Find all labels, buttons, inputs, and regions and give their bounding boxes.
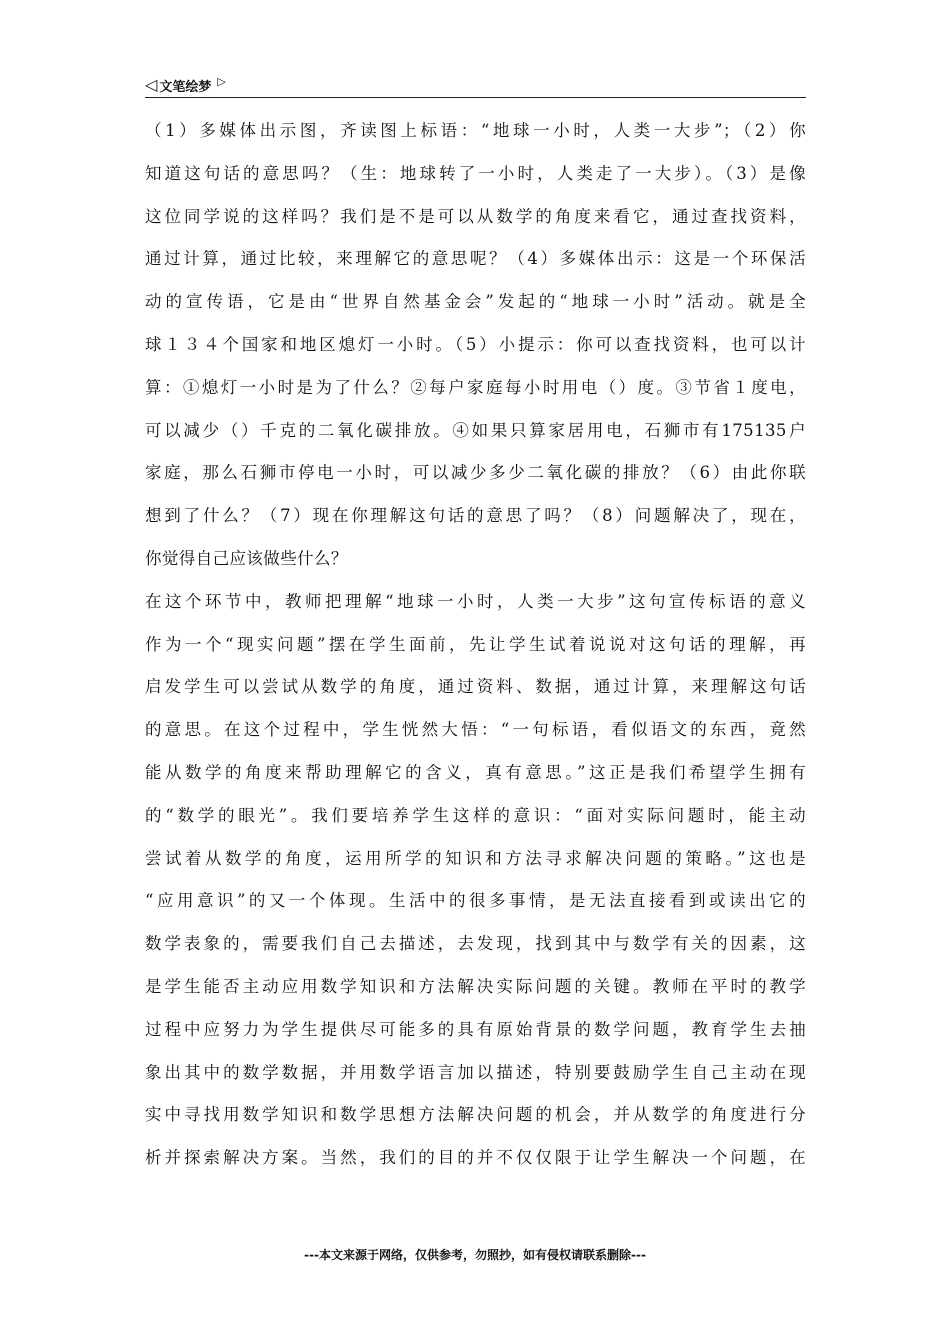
paragraph-2 bbox=[145, 581, 806, 1180]
text-line: 的意思。在这个过程中，学生恍然大悟：“一句标语，看似语文的东西，竟然 bbox=[145, 720, 806, 740]
header-title: 文笔绘梦 bbox=[159, 79, 212, 95]
text-line: “应用意识”的又一个体现。生活中的很多事情，是无法直接看到或读出它的 bbox=[145, 891, 806, 911]
text-line: 是学生能否主动应用数学知识和方法解决实际问题的关键。教师在平时的教学 bbox=[145, 976, 806, 996]
text-line: 算：①熄灯一小时是为了什么？②每户家庭每小时用电（）度。③节省１度电， bbox=[145, 377, 806, 397]
text-line: 象出其中的数学数据，并用数学语言加以描述，特别要鼓励学生自己主动在现 bbox=[145, 1062, 806, 1082]
header-divider bbox=[145, 97, 806, 98]
text-line: 动的宣传语，它是由“世界自然基金会”发起的“地球一小时”活动。就是全 bbox=[145, 292, 806, 312]
text-line: 析并探索解决方案。当然，我们的目的并不仅仅限于让学生解决一个问题，在 bbox=[145, 1148, 806, 1168]
text-line: 的“数学的眼光”。我们要培养学生这样的意识：“面对实际问题时，能主动 bbox=[145, 805, 806, 825]
text-line: 通过计算，通过比较，来理解它的意思呢？（4）多媒体出示：这是一个环保活 bbox=[145, 249, 806, 269]
text-line: 可以减少（）千克的二氧化碳排放。④如果只算家居用电，石狮市有175135户 bbox=[145, 420, 806, 440]
text-line: 过程中应努力为学生提供尽可能多的具有原始背景的数学问题，教育学生去抽 bbox=[145, 1019, 806, 1039]
document-body bbox=[145, 110, 806, 1180]
paragraph-1 bbox=[145, 110, 806, 581]
text-line: 启发学生可以尝试从数学的角度，通过资料、数据，通过计算，来理解这句话 bbox=[145, 677, 806, 697]
text-line: 在这个环节中，教师把理解“地球一小时，人类一大步”这句宣传标语的意义 bbox=[145, 591, 806, 611]
footer-disclaimer: ---本文来源于网络，仅供参考，勿照抄，如有侵权请联系删除--- bbox=[304, 1248, 646, 1262]
text-line: 能从数学的角度来帮助理解它的含义，真有意思。”这正是我们希望学生拥有 bbox=[145, 762, 806, 782]
triangle-left-icon: ◁ bbox=[145, 75, 158, 94]
text-line: 你觉得自己应该做些什么？ bbox=[145, 548, 348, 568]
text-line: 尝试着从数学的角度，运用所学的知识和方法寻求解决问题的策略。”这也是 bbox=[145, 848, 806, 868]
document-header bbox=[145, 74, 226, 96]
text-line: （1）多媒体出示图，齐读图上标语：“地球一小时，人类一大步”；（2）你 bbox=[145, 121, 806, 140]
text-line: 知道这句话的意思吗？（生：地球转了一小时，人类走了一大步）。（3）是像 bbox=[145, 163, 806, 183]
text-line: 球１３４个国家和地区熄灯一小时。（5）小提示：你可以查找资料，也可以计 bbox=[145, 334, 806, 354]
text-line: 这位同学说的这样吗？我们是不是可以从数学的角度来看它，通过查找资料， bbox=[145, 206, 806, 226]
text-line: 数学表象的，需要我们自己去描述，去发现，找到其中与数学有关的因素，这 bbox=[145, 934, 806, 954]
text-line: 家庭，那么石狮市停电一小时，可以减少多少二氧化碳的排放？（6）由此你联 bbox=[145, 463, 806, 483]
text-line: 想到了什么？（7）现在你理解这句话的意思了吗？（8）问题解决了，现在， bbox=[145, 506, 806, 526]
triangle-right-icon: ▷ bbox=[217, 74, 226, 88]
text-line: 作为一个“现实问题”摆在学生面前，先让学生试着说说对这句话的理解，再 bbox=[145, 634, 806, 654]
text-line: 实中寻找用数学知识和数学思想方法解决问题的机会，并从数学的角度进行分 bbox=[145, 1105, 806, 1125]
